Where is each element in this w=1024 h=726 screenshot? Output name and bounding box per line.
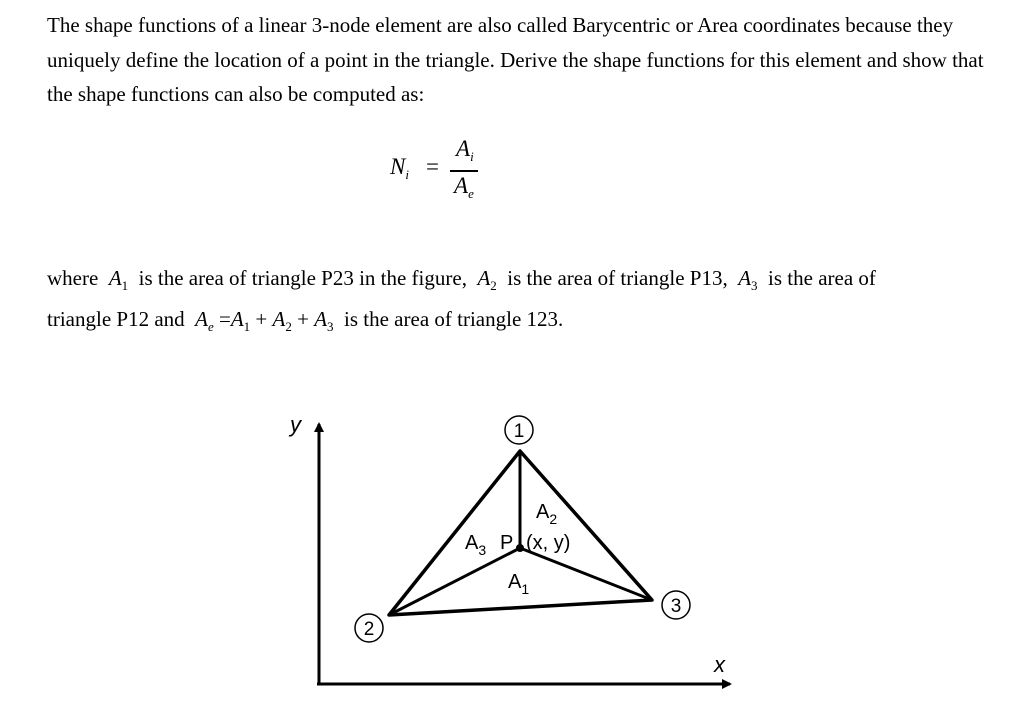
- y-axis-label: y: [290, 412, 301, 437]
- point-p-label: P: [500, 532, 514, 554]
- area-a1-label: $A_1$: [508, 571, 530, 597]
- line-p-to-node3: [520, 548, 652, 600]
- formula-equals: =: [426, 154, 439, 179]
- x-axis-label: x: [714, 652, 725, 677]
- node1-label: 1: [513, 421, 525, 442]
- node3-label: 3: [670, 596, 682, 617]
- area-a2-label: $A_2$: [536, 501, 558, 527]
- formula-lhs: $N_i$: [390, 154, 409, 182]
- area-a3-label: $A_3$: [465, 532, 487, 558]
- point-p-marker: [516, 544, 524, 552]
- formula-denominator: $A_e$: [454, 173, 474, 201]
- area-definition-line-2: triangle P12 and $A_e =A_1 + A_2 + A_3$ is the area of triangle 123.: [47, 307, 564, 334]
- formula-numerator: $A_i$: [456, 136, 474, 164]
- node2-label: 2: [363, 619, 375, 640]
- problem-intro-paragraph: The shape functions of a linear 3-node element are also called Barycentric or Area coordinates because they uniquely define the location of a point in the triangle. Derive the shape functions for this element and show that the shape functions can also be computed as:: [47, 13, 984, 106]
- line-p-to-node2: [389, 548, 520, 615]
- area-definition-line-1: where $A_1$ is the area of triangle P23 in the figure, $A_2$ is the area of triangle P13, $A_3$ is the area of: [47, 266, 876, 293]
- point-p-coordinates: (x, y): [526, 532, 571, 554]
